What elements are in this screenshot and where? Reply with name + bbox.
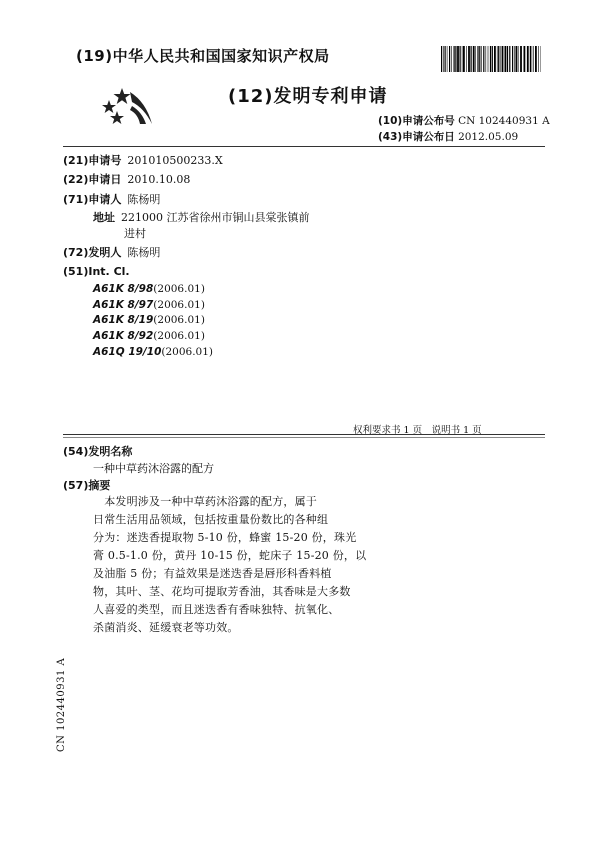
field-code: (57) bbox=[63, 479, 89, 492]
page-count: 权利要求书 1 页 说明书 1 页 bbox=[353, 425, 482, 436]
barcode-bar bbox=[441, 46, 442, 72]
publication-date-label: (43)申请公布日 bbox=[378, 131, 455, 143]
barcode-bar bbox=[532, 46, 533, 72]
barcode-bar bbox=[479, 46, 480, 72]
field-code: (72) bbox=[63, 246, 89, 259]
barcode-bar bbox=[490, 46, 491, 72]
barcode-bar bbox=[518, 46, 519, 72]
ipc-version: (2006.01) bbox=[161, 346, 214, 358]
barcode-bar bbox=[463, 46, 465, 72]
barcode-bar bbox=[466, 46, 467, 72]
field-code: (22) bbox=[63, 173, 89, 186]
applicant-field bbox=[63, 191, 160, 207]
ipc-class: A61Q 19/10 bbox=[93, 346, 162, 358]
ipc-class: A61K 8/97 bbox=[93, 299, 154, 311]
application-number-value: 201010500233.X bbox=[127, 154, 223, 167]
address-line-1: 221000 江苏省徐州市铜山县棠张镇前 bbox=[121, 211, 310, 224]
barcode-bar bbox=[445, 46, 446, 72]
address-field bbox=[93, 209, 310, 225]
barcode-bar bbox=[524, 46, 526, 72]
field-label: 申请日 bbox=[88, 173, 122, 186]
barcode-bar bbox=[457, 46, 459, 72]
barcode-bar bbox=[535, 46, 537, 72]
field-label: Int. Cl. bbox=[88, 265, 130, 278]
field-code: (71) bbox=[63, 193, 89, 206]
ipc-version: (2006.01) bbox=[153, 299, 205, 311]
ipc-class: A61K 8/98 bbox=[93, 283, 154, 295]
invention-title-field bbox=[63, 443, 132, 459]
abstract-line: 本发明涉及一种中草药沐浴露的配方，属于 bbox=[93, 495, 317, 508]
side-publication-number: CN 102440931 A bbox=[56, 657, 67, 752]
ipc-version: (2006.01) bbox=[153, 314, 205, 326]
barcode-bar bbox=[505, 46, 507, 72]
publication-date bbox=[378, 129, 518, 144]
abstract-line: 日常生活用品领域，包括按重量份数比的各种组 bbox=[93, 513, 329, 526]
inventor-field bbox=[63, 244, 160, 260]
barcode-bar bbox=[492, 46, 493, 72]
field-label: 摘要 bbox=[88, 479, 111, 492]
barcode-bar bbox=[473, 46, 475, 72]
ipc-class: A61K 8/19 bbox=[93, 314, 154, 326]
application-number-field bbox=[63, 152, 223, 168]
barcode-bar bbox=[462, 46, 463, 72]
application-date-value: 2010.10.08 bbox=[127, 173, 191, 186]
barcode-bar bbox=[533, 46, 534, 72]
barcode-bar bbox=[520, 46, 522, 72]
ipc-entry bbox=[93, 299, 205, 311]
invention-title: 一种中草药沐浴露的配方 bbox=[93, 462, 214, 475]
ipc-entry bbox=[93, 314, 205, 326]
barcode-bar bbox=[500, 46, 501, 72]
barcode-bar bbox=[483, 46, 484, 72]
barcode-bar bbox=[443, 46, 444, 72]
barcode-bar bbox=[494, 46, 496, 72]
publication-number-label: (10)申请公布号 bbox=[378, 115, 455, 127]
barcode-bar bbox=[468, 46, 470, 72]
application-type-title: (12)发明专利申请 bbox=[228, 86, 388, 107]
abstract-heading bbox=[63, 477, 110, 493]
barcode-bar bbox=[514, 46, 515, 72]
address-line-2: 进村 bbox=[124, 227, 146, 240]
barcode-bar bbox=[460, 46, 461, 72]
barcode-bar bbox=[507, 46, 508, 72]
field-label: 申请号 bbox=[88, 154, 122, 167]
barcode-bar bbox=[509, 46, 510, 72]
inventor-value: 陈杨明 bbox=[127, 246, 161, 259]
barcode-bar bbox=[481, 46, 482, 72]
ipc-version: (2006.01) bbox=[153, 330, 205, 342]
barcode-bar bbox=[475, 46, 476, 72]
applicant-value: 陈杨明 bbox=[127, 193, 161, 206]
cnipa-emblem-icon bbox=[100, 84, 154, 128]
field-label: 申请人 bbox=[88, 193, 122, 206]
barcode-bar bbox=[486, 46, 487, 72]
publication-number-value: CN 102440931 A bbox=[458, 115, 550, 127]
barcode-bar bbox=[527, 46, 529, 72]
publication-date-value: 2012.05.09 bbox=[458, 131, 519, 143]
ipc-entry bbox=[93, 346, 213, 358]
abstract-line: 人喜爱的类型，而且迷迭香有香味独特、抗氧化、 bbox=[93, 603, 340, 616]
barcode-bar bbox=[451, 46, 452, 72]
section-divider-secondary bbox=[63, 437, 545, 438]
publication-number bbox=[378, 113, 550, 128]
barcode-bar bbox=[454, 46, 455, 72]
barcode-bar bbox=[477, 46, 478, 72]
abstract-line: 杀菌消炎、延缓衰老等功效。 bbox=[93, 621, 239, 634]
barcode-bar bbox=[538, 46, 539, 72]
barcode-bar bbox=[449, 46, 450, 72]
field-code: (51) bbox=[63, 265, 89, 278]
abstract-line: 物，其叶、茎、花均可提取芳香油，其香味是大多数 bbox=[93, 585, 351, 598]
abstract-line: 及油脂 5 份；有益效果是迷迭香是唇形科香料植 bbox=[93, 567, 332, 580]
barcode-bar bbox=[455, 46, 456, 72]
barcode-bar bbox=[530, 46, 531, 72]
office-name: (19)中华人民共和国国家知识产权局 bbox=[76, 47, 330, 65]
barcode-bar bbox=[497, 46, 498, 72]
ipc-class: A61K 8/92 bbox=[93, 330, 154, 342]
int-cl-field bbox=[63, 265, 130, 278]
application-date-field bbox=[63, 171, 190, 187]
barcode-bar bbox=[488, 46, 489, 72]
ipc-entry bbox=[93, 283, 205, 295]
barcode-bar bbox=[516, 46, 518, 72]
barcode-icon bbox=[441, 46, 541, 72]
abstract-line: 膏 0.5-1.0 份，黄丹 10-15 份，蛇床子 15-20 份，以 bbox=[93, 549, 367, 562]
abstract-line: 分为：迷迭香提取物 5-10 份，蜂蜜 15-20 份，珠光 bbox=[93, 531, 357, 544]
barcode-bar bbox=[512, 46, 513, 72]
field-label: 发明人 bbox=[88, 246, 122, 259]
section-divider bbox=[63, 434, 545, 435]
field-label: 发明名称 bbox=[88, 445, 133, 458]
field-label: 地址 bbox=[93, 211, 115, 224]
barcode-bar bbox=[471, 46, 472, 72]
field-code: (21) bbox=[63, 154, 89, 167]
barcode-bar bbox=[498, 46, 499, 72]
field-code: (54) bbox=[63, 445, 89, 458]
ipc-version: (2006.01) bbox=[153, 283, 205, 295]
header-divider bbox=[63, 146, 545, 147]
abstract-text bbox=[93, 493, 505, 637]
ipc-entry bbox=[93, 330, 205, 342]
barcode-bar bbox=[447, 46, 448, 72]
barcode-bar bbox=[502, 46, 504, 72]
